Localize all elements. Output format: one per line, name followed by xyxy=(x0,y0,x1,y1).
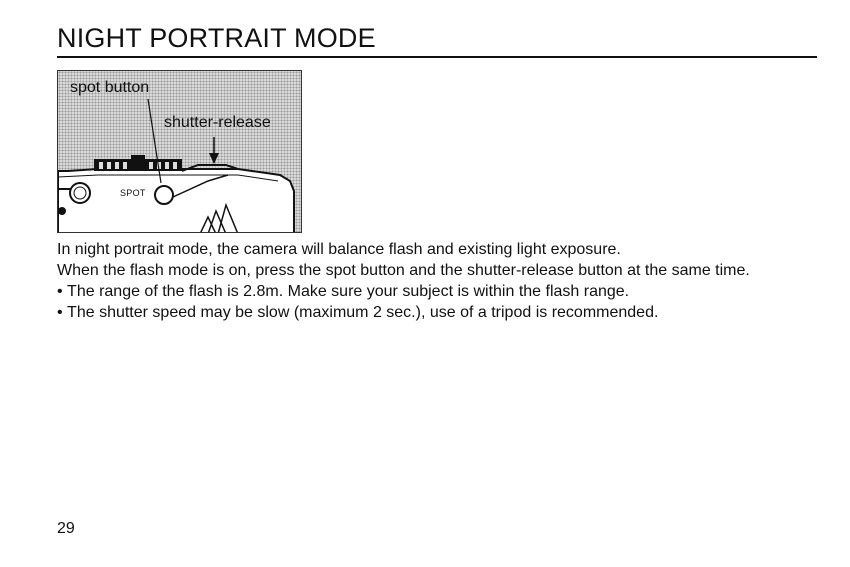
body-text xyxy=(57,239,797,323)
spot-button xyxy=(155,186,173,204)
shutter-release-arrow xyxy=(209,153,219,164)
instruction-paragraph: When the flash mode is on, press the spot button and the shutter-release button at the same time. xyxy=(57,262,750,279)
notes-list xyxy=(57,281,797,323)
spot-button-callout: spot button xyxy=(70,79,150,96)
shutter-release-callout: shutter-release xyxy=(164,114,271,131)
control-dial xyxy=(94,155,182,171)
intro-paragraph: In night portrait mode, the camera will balance flash and existing light exposure. xyxy=(57,241,621,258)
list-item: • The shutter speed may be slow (maximum 2 sec.), use of a tripod is recommended. xyxy=(57,302,797,323)
page-title: NIGHT PORTRAIT MODE xyxy=(57,23,376,53)
title-rule xyxy=(57,56,817,58)
spot-button-label: SPOT xyxy=(120,188,146,198)
page-number: 29 xyxy=(57,520,75,537)
camera-body xyxy=(58,169,294,233)
list-item: • The range of the flash is 2.8m. Make sure your subject is within the flash range. xyxy=(57,281,797,302)
strap-lug xyxy=(58,207,66,215)
left-round-button xyxy=(70,183,90,203)
camera-illustration xyxy=(57,70,302,233)
